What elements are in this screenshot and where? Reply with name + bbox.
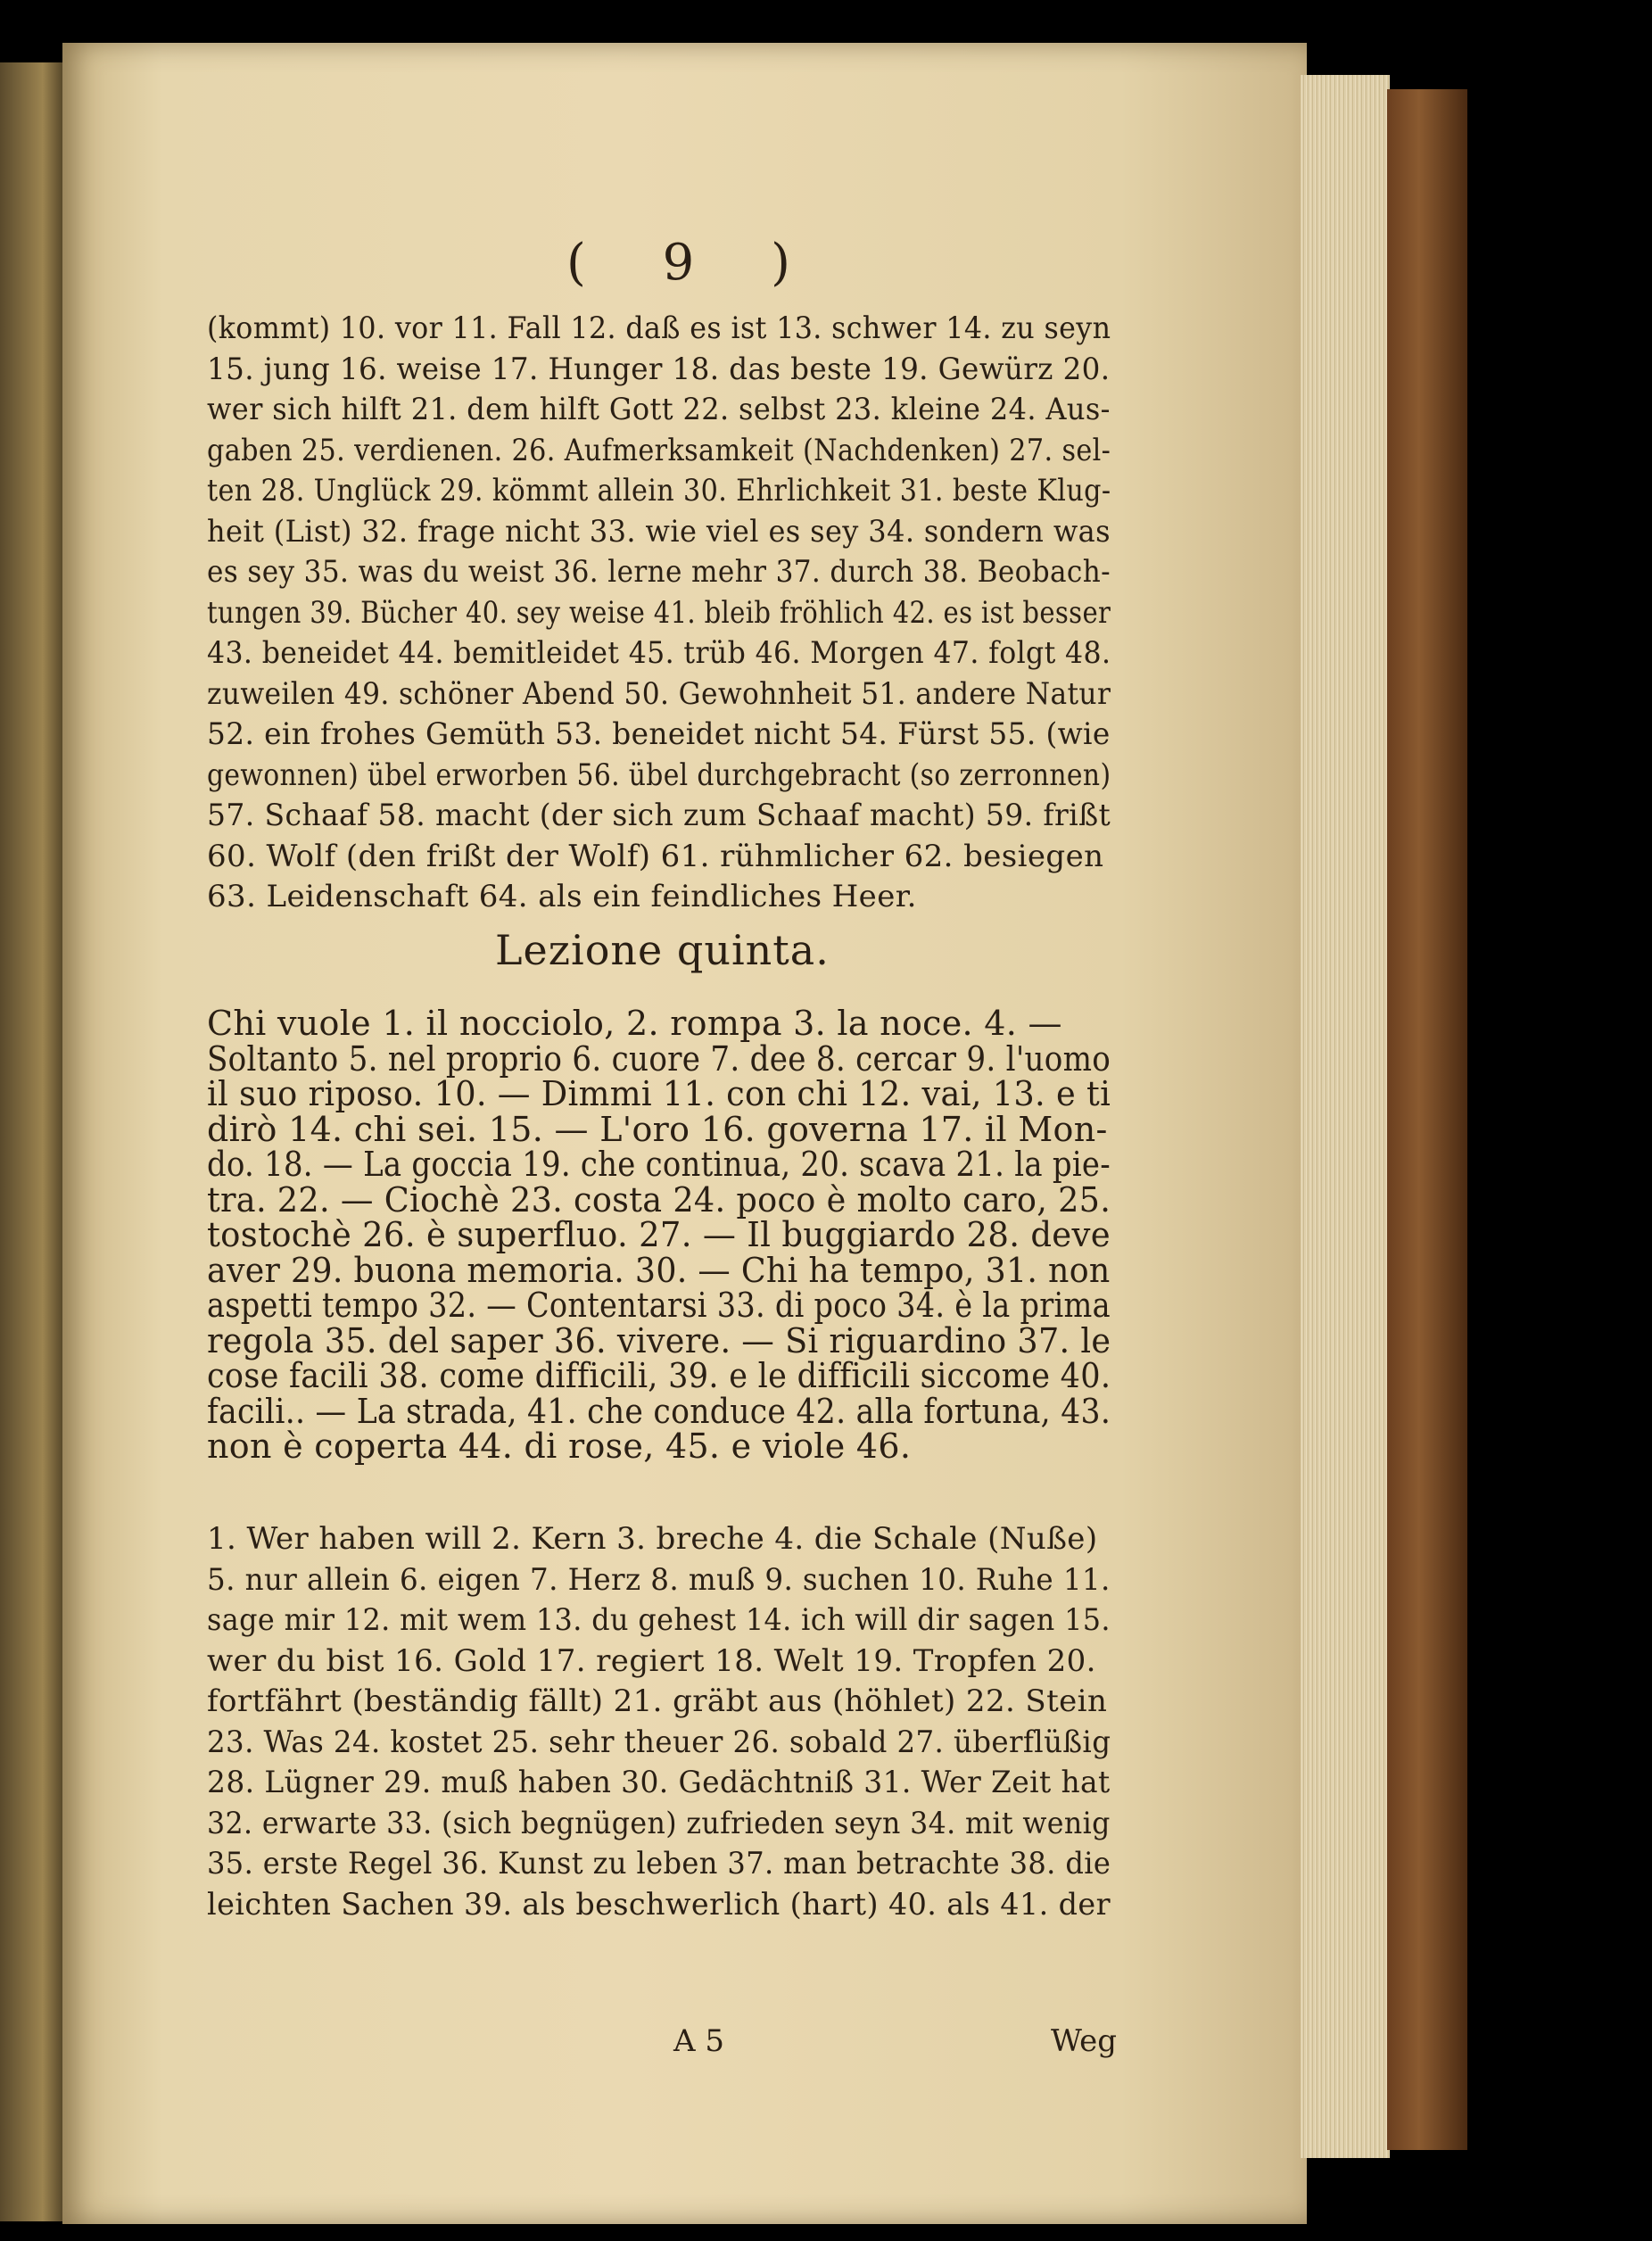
text-line: Soltanto 5. nel proprio 6. cuore 7. dee 8. cercar 9. l'uomo	[207, 1038, 1111, 1079]
lesson-heading: Lezione quinta.	[495, 926, 830, 974]
text-line: 52. ein frohes Gemüth 53. beneidet nicht 54. Fürst 55. (wie	[207, 716, 1111, 752]
text-line: leichten Sachen 39. als beschwerlich (hart) 40. als 41. der	[207, 1886, 1111, 1923]
page-edges	[1301, 75, 1390, 2158]
text-line: wer du bist 16. Gold 17. regiert 18. Welt 19. Tropfen 20.	[207, 1642, 1096, 1679]
text-line: wer sich hilft 21. dem hilft Gott 22. selbst 23. kleine 24. Aus-	[207, 392, 1111, 427]
facing-page-edge	[0, 62, 71, 2221]
text-line: 60. Wolf (den frißt der Wolf) 61. rühmlicher 62. besiegen	[207, 838, 1104, 874]
signature-mark: A 5	[673, 2023, 724, 2059]
text-line: facili.. — La strada, 41. che conduce 42. alla fortuna, 43.	[207, 1391, 1111, 1431]
text-line: 43. beneidet 44. bemitleidet 45. trüb 46. Morgen 47. folgt 48.	[207, 635, 1111, 671]
text-line: 23. Was 24. kostet 25. sehr theuer 26. sobald 27. überflüßig	[207, 1724, 1111, 1760]
text-line: tostochè 26. è superfluo. 27. — Il buggiardo 28. deve	[207, 1215, 1111, 1254]
book-cover-edge	[1387, 89, 1467, 2150]
text-line: gaben 25. verdienen. 26. Aufmerksamkeit (Nachdenken) 27. sel-	[207, 432, 1111, 468]
text-line: ten 28. Unglück 29. kömmt allein 30. Ehrlichkeit 31. beste Klug-	[207, 473, 1111, 509]
catchword: Weg	[1051, 2023, 1118, 2059]
text-line: 57. Schaaf 58. macht (der sich zum Schaaf macht) 59. frißt	[207, 798, 1111, 833]
text-line: fortfährt (beständig fällt) 21. gräbt aus (höhlet) 22. Stein	[207, 1683, 1108, 1719]
text-line: gewonnen) übel erworben 56. übel durchgebracht (so zerronnen)	[207, 757, 1111, 793]
text-line: tungen 39. Bücher 40. sey weise 41. bleib fröhlich 42. es ist besser	[207, 594, 1111, 631]
text-line: dirò 14. chi sei. 15. — L'oro 16. governa 17. il Mon-	[207, 1109, 1108, 1149]
page-number: ( 9 )	[566, 234, 821, 292]
text-line: 28. Lügner 29. muß haben 30. Gedächtniß 31. Wer Zeit hat	[207, 1765, 1111, 1800]
text-line: sage mir 12. mit wem 13. du gehest 14. ich will dir sagen 15.	[207, 1602, 1111, 1638]
text-line: 1. Wer haben will 2. Kern 3. breche 4. die Schale (Nuße)	[207, 1521, 1098, 1557]
text-line: aver 29. buona memoria. 30. — Chi ha tempo, 31. non	[207, 1250, 1111, 1290]
text-line: heit (List) 32. frage nicht 33. wie viel es sey 34. sondern was	[207, 513, 1111, 550]
text-line: non è coperta 44. di rose, 45. e viole 46.	[207, 1426, 912, 1466]
text-line: 32. erwarte 33. (sich begnügen) zufrieden seyn 34. mit wenig	[207, 1805, 1111, 1841]
text-line: cose facili 38. come difficili, 39. e le difficili siccome 40.	[207, 1356, 1111, 1395]
text-line: regola 35. del saper 36. vivere. — Si riguardino 37. le	[207, 1320, 1111, 1360]
text-line: zuweilen 49. schöner Abend 50. Gewohnheit 51. andere Natur	[207, 675, 1111, 712]
text-line: Chi vuole 1. il nocciolo, 2. rompa 3. la noce. 4. —	[207, 1004, 1062, 1043]
text-line: do. 18. — La goccia 19. che continua, 20. scava 21. la pie-	[207, 1145, 1111, 1184]
text-line: 35. erste Regel 36. Kunst zu leben 37. man betrachte 38. die	[207, 1846, 1111, 1881]
text-line: tra. 22. — Ciochè 23. costa 24. poco è molto caro, 25.	[207, 1179, 1111, 1220]
text-line: (kommt) 10. vor 11. Fall 12. daß es ist 13. schwer 14. zu seyn	[207, 310, 1111, 346]
text-line: 63. Leidenschaft 64. als ein feindliches Heer.	[207, 879, 917, 914]
text-line: aspetti tempo 32. — Contentarsi 33. di poco 34. è la prima	[207, 1286, 1111, 1325]
text-line: 5. nur allein 6. eigen 7. Herz 8. muß 9. suchen 10. Ruhe 11.	[207, 1561, 1111, 1598]
text-line: es sey 35. was du weist 36. lerne mehr 37. durch 38. Beobach-	[207, 554, 1111, 590]
text-line: il suo riposo. 10. — Dimmi 11. con chi 12. vai, 13. e ti	[207, 1074, 1111, 1113]
text-line: 15. jung 16. weise 17. Hunger 18. das beste 19. Gewürz 20.	[207, 351, 1111, 387]
